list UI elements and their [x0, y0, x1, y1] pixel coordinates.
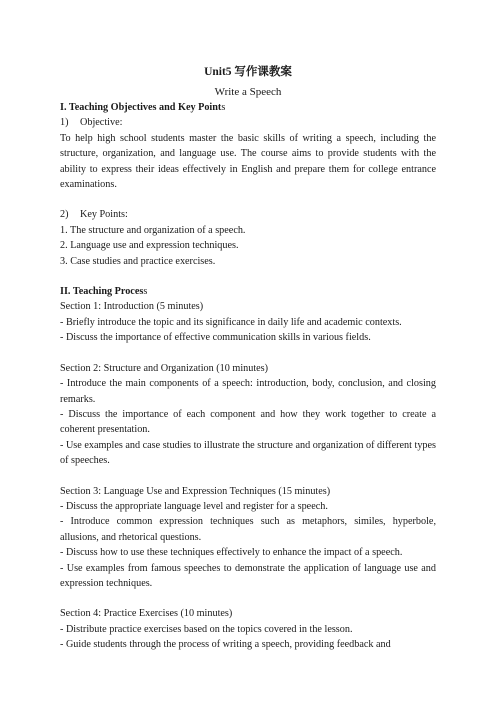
keypoints-label: Key Points: [80, 209, 128, 221]
part-item: - Guide students through the process of writing a speech, providing feedback and [60, 639, 391, 651]
part-item: - Introduce common expression techniques such as metaphors, similes, hyperbole, allusions, and rhetorical questions. [60, 516, 436, 543]
part-title: Section 2: Structure and Organization (10 minutes) [60, 362, 269, 374]
part-title: Section 3: Language Use and Expression Techniques (15 minutes) [60, 485, 331, 497]
objective-label: Objective: [80, 117, 123, 129]
keypoint-item: 1. The structure and organization of a speech. [60, 224, 246, 236]
document-title: Unit5 写作课教案 [204, 66, 292, 78]
part-item: - Discuss how to use these techniques effectively to enhance the impact of a speech. [60, 547, 403, 559]
part-item: - Use examples from famous speeches to demonstrate the application of language use and expression techniques. [60, 562, 436, 589]
part-item: - Introduce the main components of a speech: introduction, body, conclusion, and closing remarks. [60, 378, 436, 405]
section-heading-text: II. Teaching Proces [60, 286, 144, 298]
section-heading-tail: s [221, 102, 226, 113]
part-item: - Discuss the importance of each component and how they work together to create a coherent presentation. [60, 408, 436, 436]
part-item: - Briefly introduce the topic and its significance in daily life and academic contexts. [60, 316, 402, 328]
part-item: - Discuss the importance of effective communication skills in various fields. [60, 332, 371, 344]
part-title: Section 4: Practice Exercises (10 minutes) [60, 608, 233, 620]
part-item: - Distribute practice exercises based on the topics covered in the lesson. [60, 623, 353, 635]
document-page [60, 64, 436, 653]
spacer [60, 591, 436, 606]
keypoint-item: 3. Case studies and practice exercises. [60, 255, 216, 267]
objective-paragraph: To help high school students master the basic skills of writing a speech, including the structure, organization, and language use. The course aims to provide students with the ability to express their ideas effectively in English and prepare them for college entrance examinations. [60, 132, 436, 191]
document-subtitle: Write a Speech [214, 86, 282, 98]
part-item: - Discuss the appropriate language level and register for a speech. [60, 500, 328, 512]
part-title: Section 1: Introduction (5 minutes) [60, 301, 204, 313]
section-heading-objectives [60, 100, 436, 115]
objective-label-row [60, 115, 436, 130]
part-item: - Use examples and case studies to illustrate the structure and organization of different types of speeches. [60, 439, 436, 467]
spacer [60, 192, 436, 207]
keypoint-item: 2. Language use and expression techniques. [60, 240, 239, 252]
keypoints-number: 2) [60, 209, 69, 221]
objective-number: 1) [60, 117, 69, 129]
section-heading-tail: s [143, 286, 148, 298]
spacer [60, 346, 436, 361]
spacer [60, 269, 436, 284]
spacer [60, 469, 436, 484]
keypoints-label-row [60, 207, 436, 222]
section-heading-process [60, 284, 436, 299]
section-heading-text: I. Teaching Objectives and Key Point [60, 102, 222, 113]
